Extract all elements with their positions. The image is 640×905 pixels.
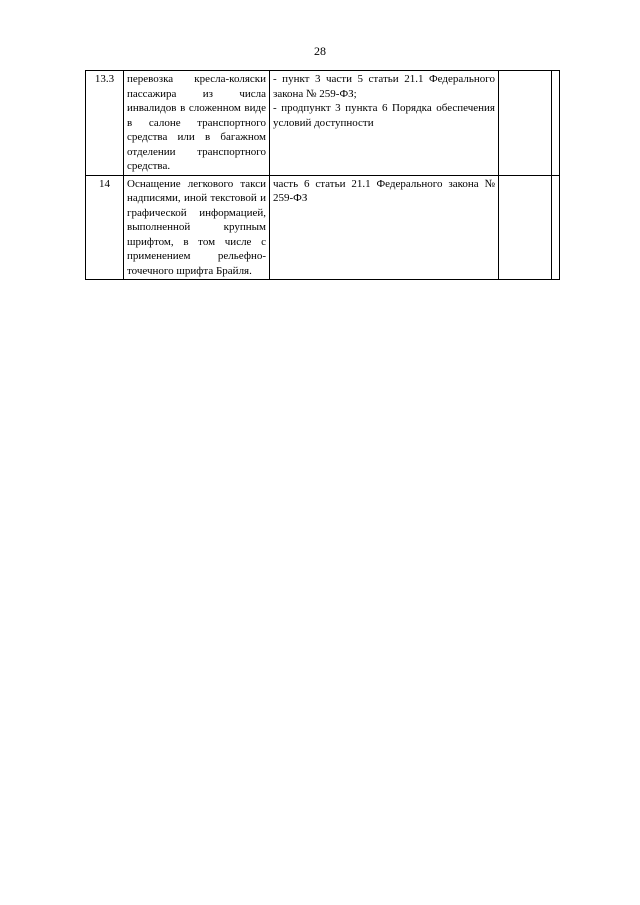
legal-basis-line: - пункт 3 части 5 статьи 21.1 Федерального закона № 259-ФЗ; [273,73,495,100]
empty-cell [552,175,560,280]
legal-basis-cell [270,71,499,176]
empty-cell [499,175,552,280]
legal-basis-cell [270,175,499,280]
table-row [86,71,560,176]
row-number-cell: 14 [86,175,124,280]
legal-basis-line: часть 6 статьи 21.1 Федерального закона № 259-ФЗ [273,177,495,204]
row-number-cell: 13.3 [86,71,124,176]
page-number: 28 [314,44,326,58]
empty-cell [499,71,552,176]
requirement-cell: Оснащение легкового такси надписями, иной текстовой и графической информацией, выполненной крупным шрифтом, в том числе с применением рельефно-точечного шрифта Брайля. [124,175,270,280]
requirements-table [85,70,560,280]
table-row [86,175,560,280]
requirement-cell: перевозка кресла-коляски пассажира из числа инвалидов в сложенном виде в салоне транспортного средства или в багажном отделении транспортного средства. [124,71,270,176]
legal-basis-line: - продпункт 3 пункта 6 Порядка обеспечения условий доступности [273,102,495,129]
empty-cell [552,71,560,176]
